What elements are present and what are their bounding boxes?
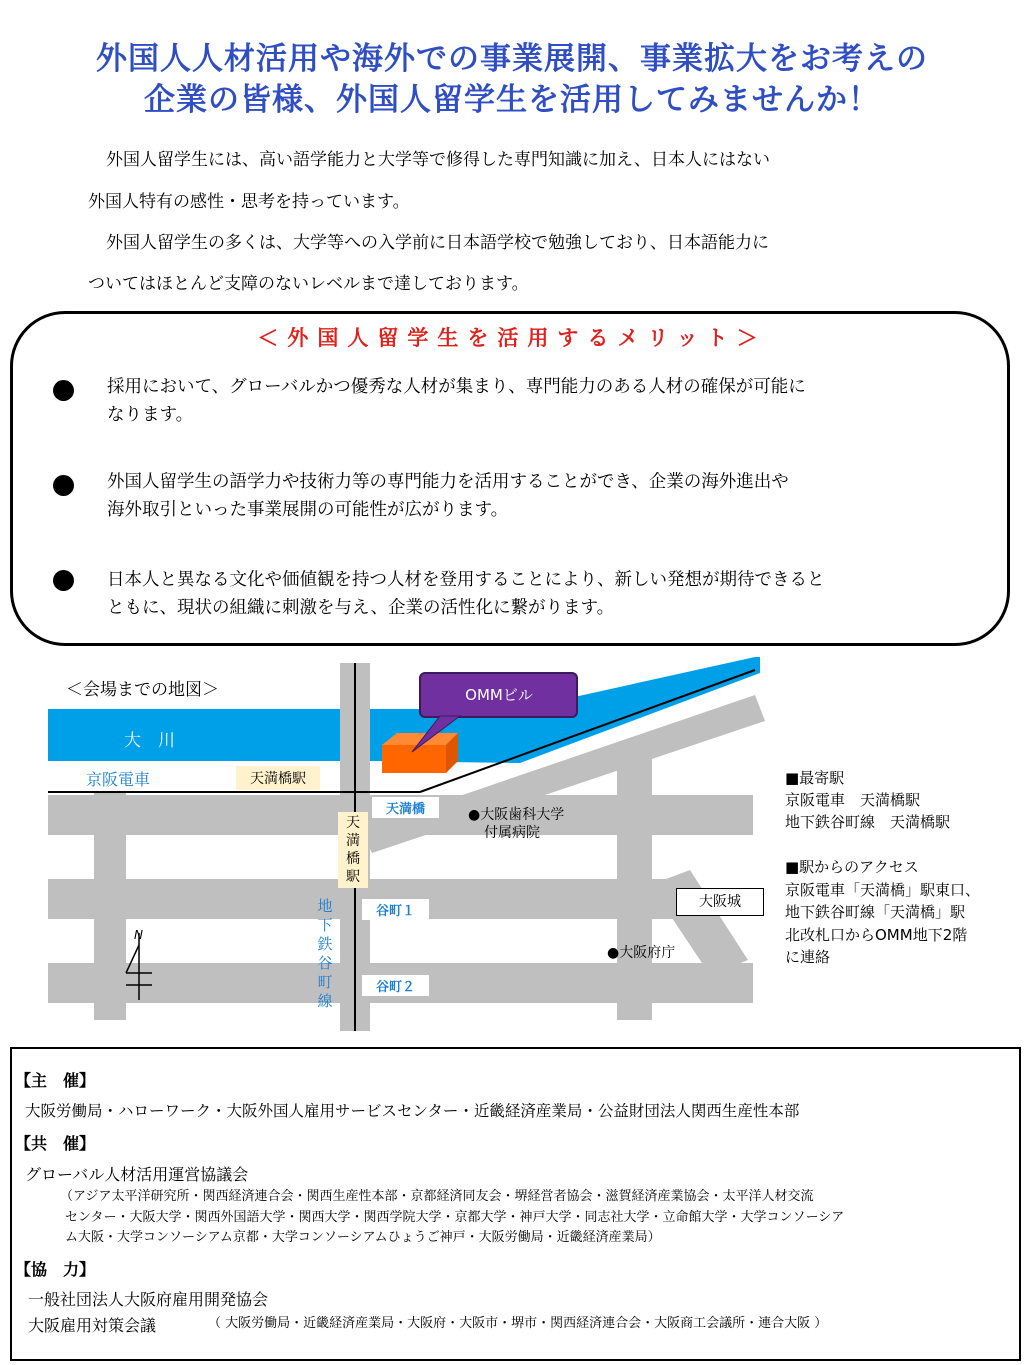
merit-item-3-line-1: 日本人と異なる文化や価値観を持つ人材を登用することにより、新しい発想が期待できると bbox=[107, 570, 825, 590]
cohost-heading: 【共 催】 bbox=[15, 1134, 96, 1153]
subway-char: 線 bbox=[317, 992, 333, 1010]
subway-char: 下 bbox=[317, 916, 333, 934]
merit-item-3-line-2: ともに、現状の組織に刺激を与え、企業の活性化に繋がります。 bbox=[107, 598, 615, 618]
merit-item-1 bbox=[107, 373, 987, 429]
merit-item-1-line-1: 採用において、グローバルかつ優秀な人材が集まり、専門能力のある人材の確保が可能に bbox=[107, 377, 806, 397]
merits-heading: ＜外国人留学生を活用するメリット＞ bbox=[257, 326, 767, 350]
access-map bbox=[0, 655, 1024, 1045]
subway-char: 町 bbox=[317, 973, 333, 991]
host-list: 大阪労働局・ハローワーク・大阪外国人雇用サービスセンター・近畿経済産業局・公益財団法人関西生産性本部 bbox=[25, 1102, 800, 1120]
merit-item-1-line-2: なります。 bbox=[107, 405, 194, 425]
tanimachi-1-label: 谷町１ bbox=[362, 899, 429, 920]
river-label: 大 川 bbox=[124, 731, 175, 751]
station-char: 駅 bbox=[346, 869, 360, 885]
merit-item-3 bbox=[107, 566, 987, 622]
subway-char: 谷 bbox=[317, 954, 333, 972]
cohost-members-line-2: センター・大阪大学・関西外国語大学・関西大学・関西学院大学・京都大学・神戸大学・同志社大学・立命館大学・大学コンソーシア bbox=[65, 1210, 845, 1225]
road bbox=[94, 793, 126, 1020]
tenmabashi-station-label: 天満橋駅 bbox=[236, 766, 320, 790]
dental-hospital-label bbox=[468, 806, 564, 842]
tenmabashi-station-vertical bbox=[338, 812, 368, 888]
keihan-label: 京阪電車 bbox=[86, 770, 151, 789]
cohost-members-line-1: （アジア太平洋研究所・関西経済連合会・関西生産性本部・京都経済同友会・堺経営者協会・滋賀経済産業協会・太平洋人材交流 bbox=[60, 1189, 814, 1204]
station-char: 天 bbox=[346, 815, 360, 831]
north-label: N bbox=[134, 928, 143, 942]
subway-line-label bbox=[315, 897, 335, 1011]
cooperation-heading: 【協 力】 bbox=[15, 1260, 96, 1279]
dental-hospital-line-2: 付属病院 bbox=[484, 825, 540, 841]
nearest-station-2: 地下鉄谷町線 天満橋駅 bbox=[785, 813, 951, 831]
bullet-icon bbox=[53, 380, 74, 401]
cooperation-2-members: （ 大阪労働局・近畿経済産業局・大阪府・大阪市・堺市・関西経済連合会・大阪商工会議所・連合大阪 ） bbox=[208, 1316, 828, 1331]
intro-paragraph-1-line-2: 外国人特有の感性・思考を持っています。 bbox=[88, 192, 410, 212]
intro-paragraph-2-line-1: 外国人留学生の多くは、大学等への入学前に日本語学校で勉強しており、日本語能力に bbox=[106, 233, 769, 253]
nearest-station-heading: ■最寄駅 bbox=[785, 769, 845, 787]
page-title-line-2: 企業の皆様、外国人留学生を活用してみませんか！ bbox=[144, 82, 880, 118]
tenmabashi-bridge-label: 天満橋 bbox=[372, 797, 439, 818]
page-title-line-1: 外国人人材活用や海外での事業展開、事業拡大をお考えの bbox=[96, 41, 928, 77]
station-char: 満 bbox=[346, 833, 360, 849]
merit-item-2 bbox=[107, 468, 987, 524]
dental-hospital-line-1: ●大阪歯科大学 bbox=[468, 807, 565, 823]
subway-char: 鉄 bbox=[317, 935, 333, 953]
cooperation-1: 一般社団法人大阪府雇用開発協会 bbox=[28, 1290, 269, 1309]
host-heading: 【主 催】 bbox=[15, 1071, 96, 1090]
intro-paragraph-2-line-2: ついてはほとんど支障のないレベルまで達しております。 bbox=[88, 274, 529, 294]
merit-item-2-line-1: 外国人留学生の語学力や技術力等の専門能力を活用することができ、企業の海外進出や bbox=[107, 472, 789, 492]
subway-char: 地 bbox=[317, 897, 333, 915]
access-line-1: 京阪電車「天満橋」駅東口、 bbox=[785, 881, 981, 899]
osaka-castle-label: 大阪城 bbox=[676, 888, 764, 916]
nearest-station-1: 京阪電車 天満橋駅 bbox=[785, 791, 921, 809]
cooperation-2: 大阪雇用対策会議 bbox=[28, 1316, 157, 1335]
tanimachi-2-label: 谷町２ bbox=[362, 975, 429, 996]
cohost-members-line-3: ム大阪・大学コンソーシアム京都・大学コンソーシアムひょうご神戸・大阪労働局・近畿経済産業局） bbox=[65, 1230, 661, 1245]
access-line-2: 地下鉄谷町線「天満橋」駅 bbox=[785, 903, 966, 921]
access-line-4: に連絡 bbox=[785, 948, 831, 966]
omm-building-label: OMMビル bbox=[465, 686, 533, 704]
station-char: 橋 bbox=[346, 851, 360, 867]
road bbox=[617, 750, 652, 1020]
okawa-river bbox=[48, 709, 375, 761]
bullet-icon bbox=[53, 570, 74, 591]
merit-item-2-line-2: 海外取引といった事業展開の可能性が広がります。 bbox=[107, 500, 509, 520]
prefectural-office-label: ●大阪府庁 bbox=[607, 945, 676, 961]
access-heading: ■駅からのアクセス bbox=[785, 858, 919, 876]
bullet-icon bbox=[53, 475, 74, 496]
cohost-name: グローバル人材活用運営協議会 bbox=[25, 1165, 249, 1184]
intro-paragraph-1-line-1: 外国人留学生には、高い語学能力と大学等で修得した専門知識に加え、日本人にはない bbox=[106, 150, 771, 170]
access-line-3: 北改札口からOMM地下2階 bbox=[785, 926, 968, 944]
map-heading: ＜会場までの地図＞ bbox=[66, 680, 219, 700]
